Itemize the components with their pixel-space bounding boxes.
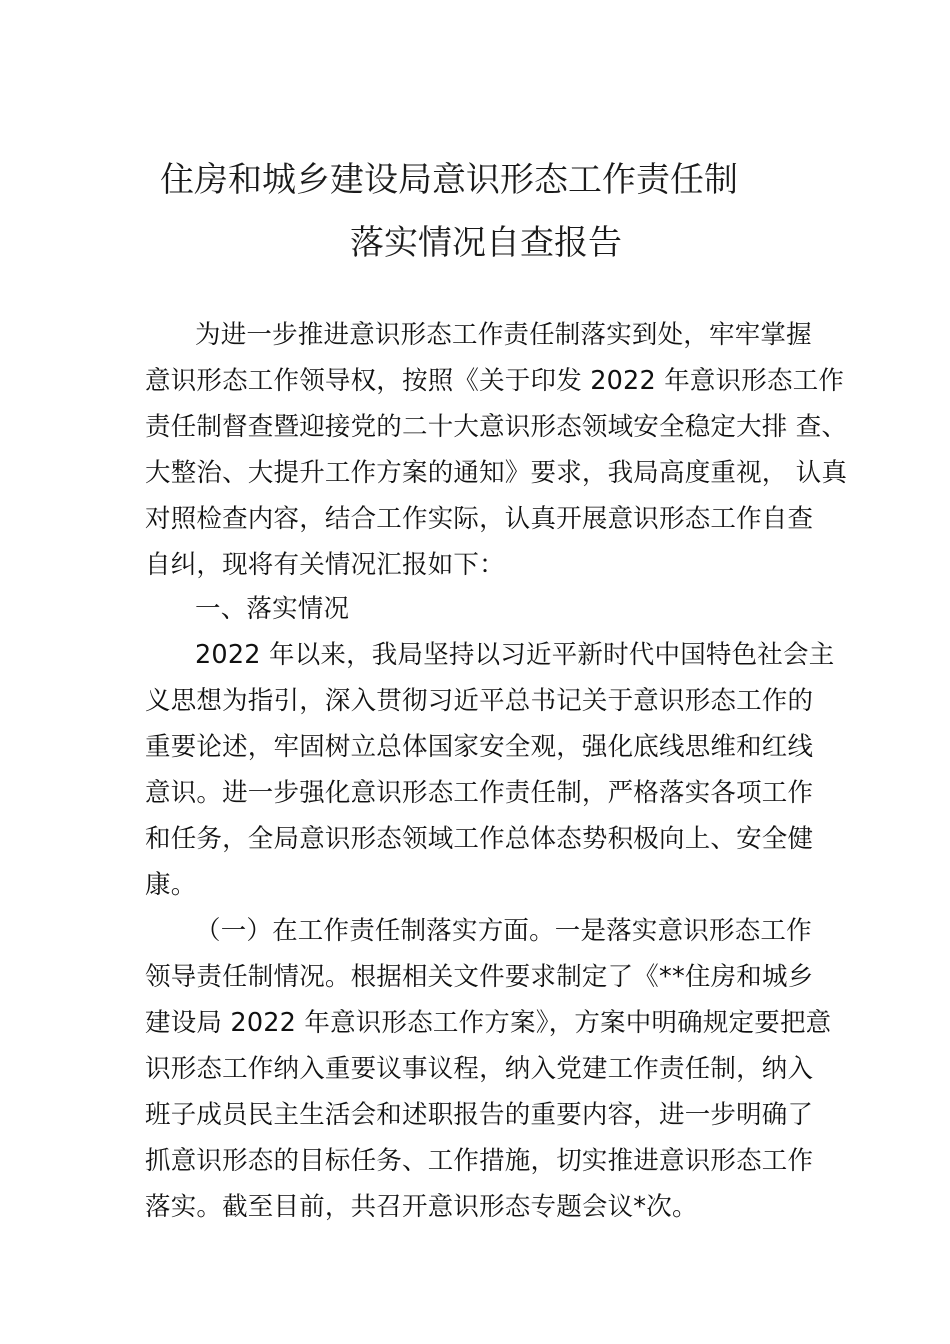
paragraph-line: 识形态工作纳入重要议事议程，纳入党建工作责任制，纳入 — [145, 1054, 814, 1084]
paragraph-line: 领导责任制情况。根据相关文件要求制定了《**住房和城乡 — [145, 962, 814, 992]
document-title-line-2: 落实情况自查报告 — [350, 223, 622, 263]
paragraph-line: 意识形态工作领导权，按照《关于印发 2022 年意识形态工作 — [145, 366, 845, 396]
paragraph-line: 2022 年以来，我局坚持以习近平新时代中国特色社会主 — [195, 640, 835, 670]
paragraph-line: 抓意识形态的目标任务、工作措施，切实推进意识形态工作 — [145, 1146, 814, 1176]
paragraph-line: 康。 — [145, 870, 197, 900]
paragraph-line: 责任制督查暨迎接党的二十大意识形态领域安全稳定大排 查、 — [145, 412, 848, 442]
paragraph-line: 落实。截至目前，共召开意识形态专题会议*次。 — [145, 1192, 698, 1222]
paragraph-line: 重要论述，牢固树立总体国家安全观，强化底线思维和红线 — [145, 732, 814, 762]
paragraph-line: 为进一步推进意识形态工作责任制落实到处，牢牢掌握 — [195, 320, 812, 350]
paragraph-line: 和任务，全局意识形态领域工作总体态势积极向上、安全健 — [145, 824, 814, 854]
section-heading: 一、落实情况 — [195, 594, 350, 624]
paragraph-line: 班子成员民主生活会和述职报告的重要内容，进一步明确了 — [145, 1100, 814, 1130]
paragraph-line: 建设局 2022 年意识形态工作方案》，方案中明确规定要把意 — [145, 1008, 832, 1038]
paragraph-line: （一）在工作责任制落实方面。一是落实意识形态工作 — [195, 916, 812, 946]
paragraph-line: 大整治、大提升工作方案的通知》要求，我局高度重视， 认真 — [145, 458, 848, 488]
document-title-line-1: 住房和城乡建设局意识形态工作责任制 — [160, 160, 738, 200]
paragraph-line: 自纠，现将有关情况汇报如下： — [145, 550, 505, 580]
paragraph-line: 意识。进一步强化意识形态工作责任制，严格落实各项工作 — [145, 778, 814, 808]
paragraph-line: 对照检查内容，结合工作实际，认真开展意识形态工作自查 — [145, 504, 814, 534]
paragraph-line: 义思想为指引，深入贯彻习近平总书记关于意识形态工作的 — [145, 686, 814, 716]
